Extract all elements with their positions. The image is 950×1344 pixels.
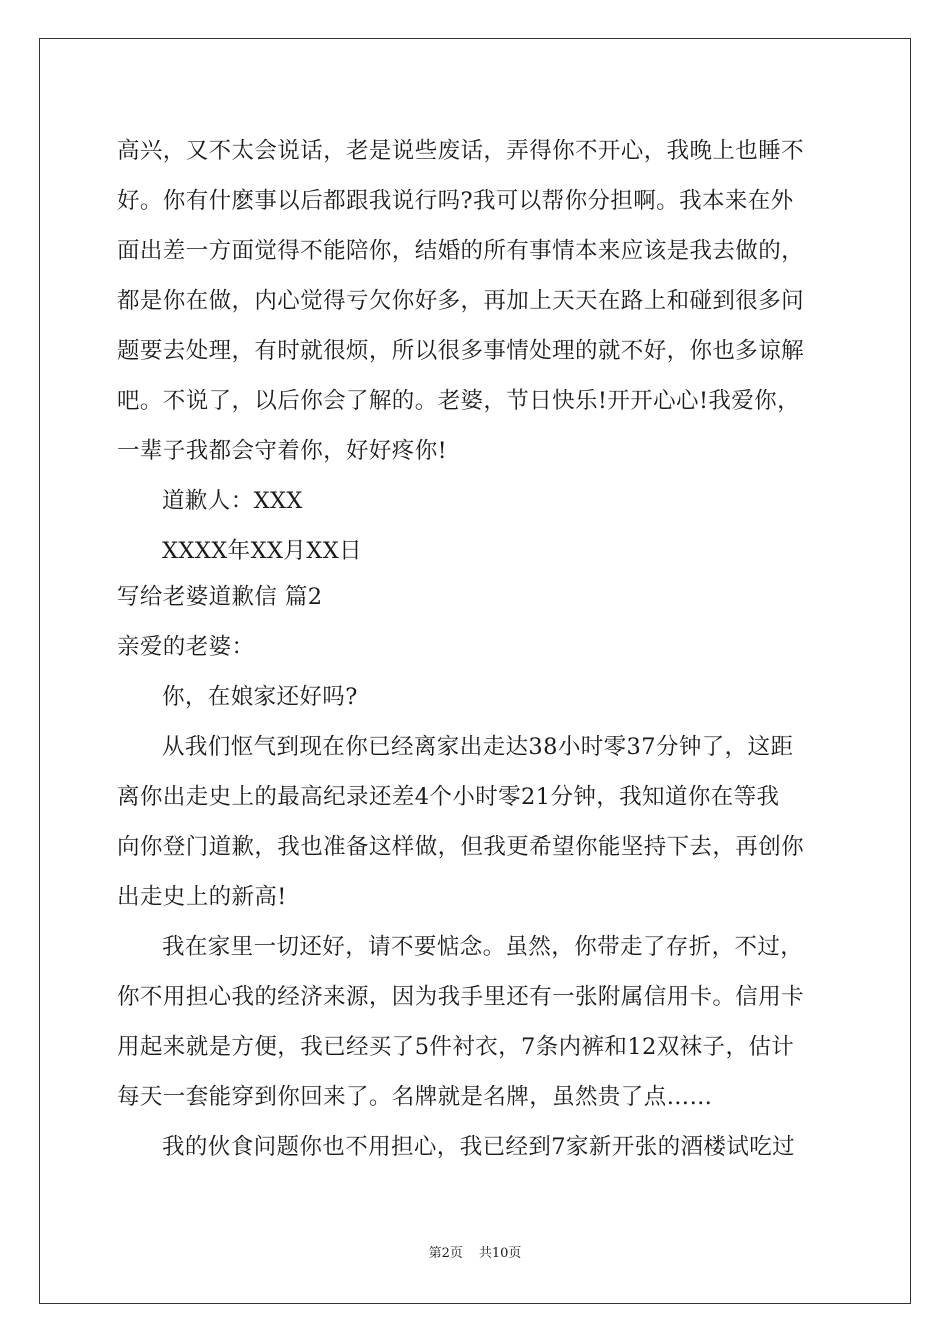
paragraph-line: 我在家里一切还好，请不要惦念。虽然，你带走了存折，不过， <box>162 934 804 960</box>
paragraph-line: 我的伙食问题你也不用担心，我已经到7家新开张的酒楼试吃过 <box>162 1134 796 1160</box>
paragraph-line: 你不用担心我的经济来源，因为我手里还有一张附属信用卡。信用卡 <box>117 984 805 1010</box>
signature-line: 道歉人：XXX <box>162 488 303 514</box>
page-total: 共10页 <box>478 1246 522 1261</box>
paragraph-line: 都是你在做，内心觉得亏欠你好多，再加上天天在路上和碰到很多问 <box>117 288 805 314</box>
paragraph-line: 你，在娘家还好吗? <box>162 684 358 710</box>
paragraph-line: 用起来就是方便，我已经买了5件衬衣，7条内裤和12双袜子，估计 <box>117 1034 795 1060</box>
date-line: XXXX年XX月XX日 <box>162 538 363 564</box>
page-footer <box>0 1244 950 1264</box>
page-number: 第2页 <box>428 1246 463 1261</box>
paragraph-line: 题要去处理，有时就很烦，所以很多事情处理的就不好，你也多谅解 <box>117 338 805 364</box>
paragraph-line: 每天一套能穿到你回来了。名牌就是名牌，虽然贵了点…… <box>117 1084 713 1110</box>
section-title: 写给老婆道歉信 篇2 <box>117 584 323 610</box>
paragraph-line: 向你登门道歉，我也准备这样做，但我更希望你能坚持下去，再创你 <box>117 834 805 860</box>
paragraph-line: 一辈子我都会守着你，好好疼你! <box>117 438 448 464</box>
paragraph-line: 好。你有什麽事以后都跟我说行吗?我可以帮你分担啊。我本来在外 <box>117 188 794 214</box>
paragraph-line: 高兴，又不太会说话，老是说些废话，弄得你不开心，我晚上也睡不 <box>117 138 805 164</box>
paragraph-line: 离你出走史上的最高纪录还差4个小时零21分钟，我知道你在等我 <box>117 784 780 810</box>
paragraph-line: 从我们怄气到现在你已经离家出走达38小时零37分钟了，这距 <box>162 734 794 760</box>
paragraph-line: 吧。不说了，以后你会了解的。老婆，节日快乐!开开心心!我爱你， <box>117 388 800 414</box>
paragraph-line: 面出差一方面觉得不能陪你，结婚的所有事情本来应该是我去做的， <box>117 238 805 264</box>
paragraph-line: 出走史上的新高! <box>117 884 287 910</box>
salutation-line: 亲爱的老婆： <box>117 634 255 660</box>
